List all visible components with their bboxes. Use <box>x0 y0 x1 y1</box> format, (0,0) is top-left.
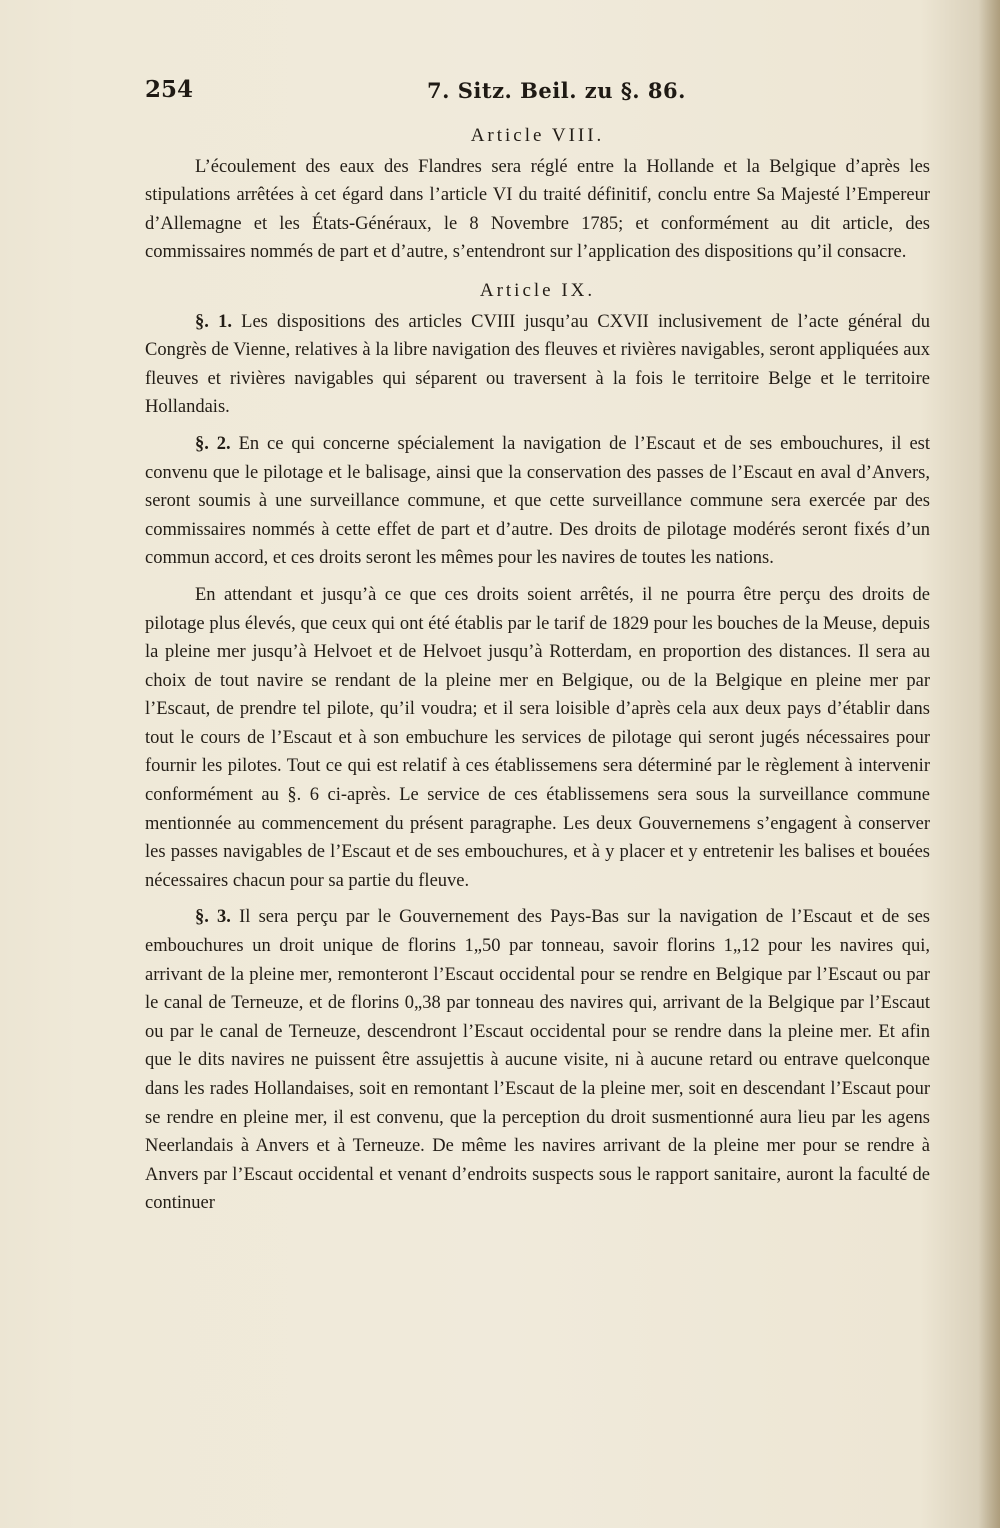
page-number: 254 <box>145 76 194 103</box>
section-2-mark: §. 2. <box>195 433 231 454</box>
section-2-text: En ce qui concerne spécialement la navigation de l’Escaut et de ses embouchures, il est convenu que le pilotage et le balisage, ainsi que la conservation des passes de l’Escaut en aval d’Anvers, seront soumis à une surveillance commune, et que cette surveillance commune sera exercée par des commissaires nommés à cette effet de part et d’autre. Des droits de pilotage modérés seront fixés d’un commun accord, et ces droits seront les mêmes pour les navires de toutes les nations. <box>145 433 931 569</box>
section-1-text: Les dispositions des articles CVIII jusqu’au CXVII inclusivement de l’acte général du Congrès de Vienne, relatives à la libre navigation des fleuves et rivières navigables, seront appliquées aux fleuves et rivières navigables qui séparent ou traversent à la fois le territoire Belge et le territoire Hollandais. <box>145 311 931 418</box>
article-9-section-2-continuation: En attendant et jusqu’à ce que ces droits soient arrêtés, il ne pourra être perçu des droits de pilotage plus élevés, que ceux qui ont été établis par le tarif de 1829 pour les bouches de la Meuse, depuis la pleine mer jusqu’à Helvoet et de Helvoet jusqu’à Rotterdam, en proportion des distances. Il sera au choix de tout navire se rendant de la pleine mer en Belgique, ou de la Belgique en pleine mer par l’Escaut, de prendre tel pilote, qu’il voudra; et il sera loisible d’après cela aux deux pays d’établir dans tout le cours de l’Escaut et à son embuchure les services de pilotage qui seront jugés nécessaires pour fournir les pilotes. Tout ce qui est relatif à ces établissemens sera déterminé par le règlement à intervenir conformément au §. 6 ci-après. Le service de ces établissemens sera sous la surveillance commune mentionnée au commencement du présent paragraphe. Les deux Gouvernemens s’engagent à conserver les passes navigables de l’Escaut et de ses embouchures, et à y placer et y entretenir les balises et bouées nécessaires chacun pour sa partie du fleuve. <box>145 584 930 891</box>
section-3-mark: §. 3. <box>195 907 231 928</box>
article-8-heading: Article VIII. <box>470 125 605 146</box>
article-9-section-1 <box>145 308 930 422</box>
article-9-heading: Article IX. <box>479 279 596 301</box>
running-head <box>145 76 935 110</box>
page-edge-shadow <box>978 0 1000 1528</box>
body-text <box>145 122 930 1218</box>
section-3-text: Il sera perçu par le Gouvernement des Pays-Bas sur la navigation de l’Escaut et de ses embouchures un droit unique de florins 1„50 par tonneau, savoir florins 1„12 pour les navires qui, arrivant de la pleine mer, remonteront l’Escaut occidental pour se rendre en Belgique par l’Escaut ou par le canal de Terneuze, et de florins 0„38 par tonneau des navires qui, arrivant de la Belgique par l’Escaut ou par le canal de Terneuze, descendront l’Escaut occidental pour se rendre dans la pleine mer. Et afin que le dits navires ne puissent être assujettis à aucune visite, ni à aucune retard ou entrave quelconque dans les rades Hollandaises, soit en remontant l’Escaut de la pleine mer, soit en descendant l’Escaut pour se rendre en pleine mer, il est convenu, que la perception du droit susmentionné aura lieu par les agens Neerlandais à Anvers et à Terneuze. De même les navires arrivant de la pleine mer pour se rendre à Anvers par l’Escaut occidental et venant d’endroits suspects sous le rapport sanitaire, auront la faculté de continuer <box>145 907 930 1214</box>
section-1-mark: §. 1. <box>195 311 232 332</box>
article-9-section-3 <box>145 903 930 1218</box>
running-title: 7. Sitz. Beil. zu §. 86. <box>427 78 686 103</box>
article-8-paragraph: L’écoulement des eaux des Flandres sera réglé entre la Hollande et la Belgique d’après les stipulations arrêtées à cet égard dans l’article VI du traité définitif, conclu entre Sa Majesté l’Empereur d’Allemagne et les États-Généraux, le 8 Novembre 1785; et conformément au dit article, des commissaires nommés de part et d’autre, s’entendront sur l’application des dispositions qu’il consacre. <box>145 156 930 263</box>
article-9-section-2 <box>145 430 930 573</box>
